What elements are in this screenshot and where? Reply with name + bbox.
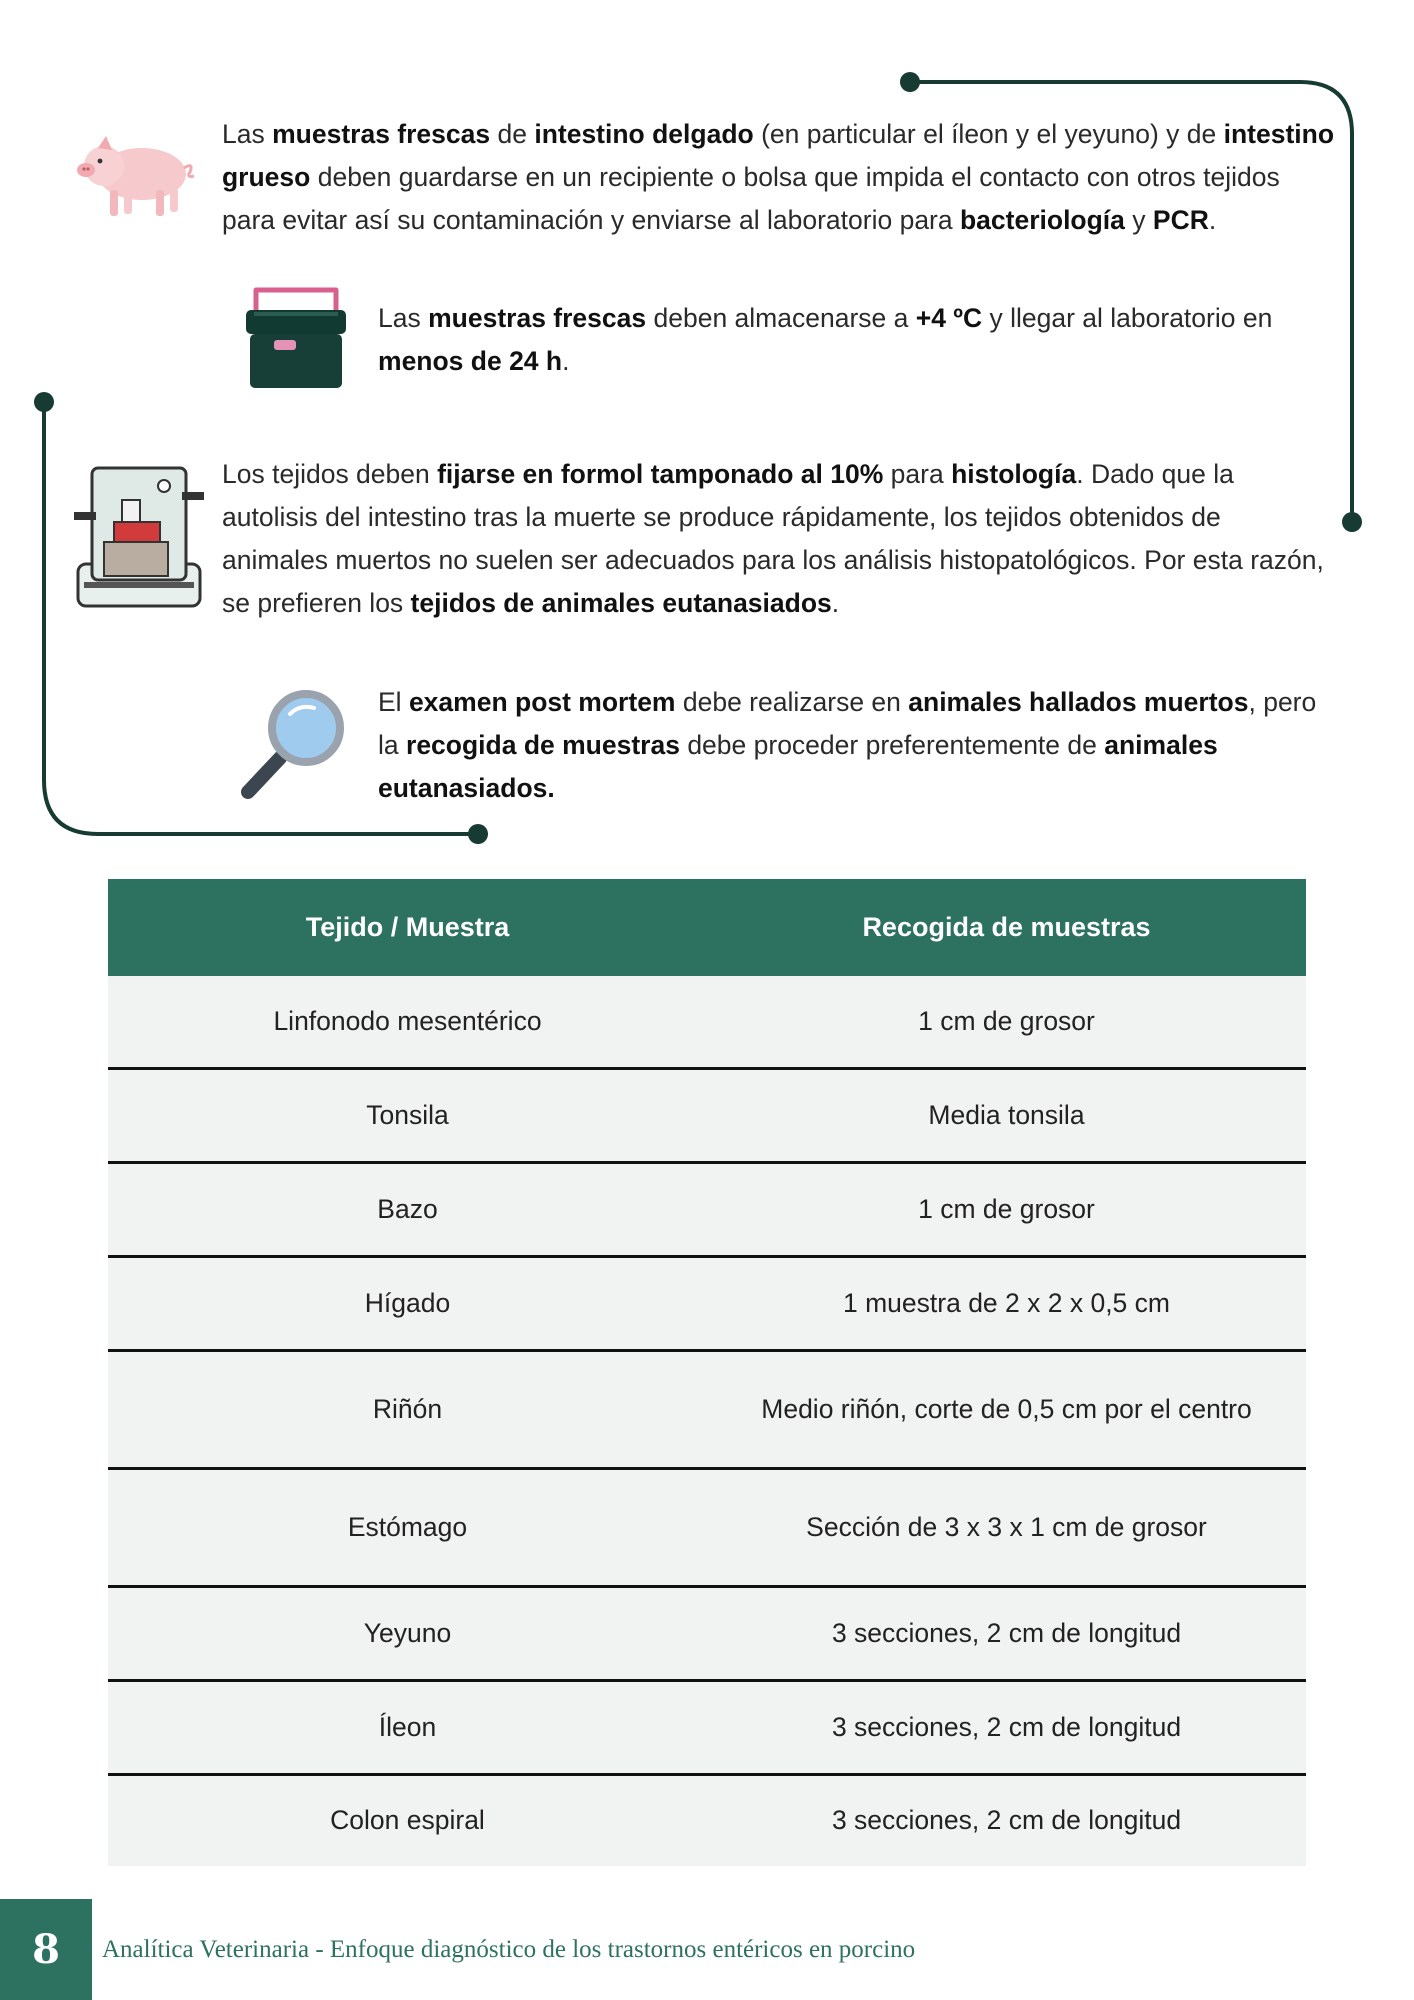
body-text: y llegar al laboratorio en <box>982 303 1273 333</box>
table-row <box>108 1350 1306 1468</box>
table-row <box>108 1680 1306 1774</box>
table-row <box>108 1162 1306 1256</box>
body-text: y <box>1124 205 1153 235</box>
body-text: deben guardarse en un recipiente o bolsa que impida el contacto con otros tejidos para evitar así su contaminación y enviarse al laboratorio para <box>222 162 1280 235</box>
body-text: de <box>490 119 535 149</box>
microtome-icon <box>74 464 204 610</box>
magnifying-glass-icon <box>240 688 352 800</box>
sample-collection-table <box>108 879 1306 1866</box>
body-text: Los tejidos deben <box>222 459 438 489</box>
emphasized-text: tejidos de animales eutanasiados <box>410 588 832 618</box>
table-row <box>108 1774 1306 1866</box>
paragraph-post-mortem-exam <box>378 681 1328 810</box>
table-row <box>108 1068 1306 1162</box>
emphasized-text: recogida de muestras <box>406 730 680 760</box>
column-header-tissue: Tejido / Muestra <box>108 879 707 976</box>
tissue-cell: Riñón <box>108 1350 707 1468</box>
emphasized-text: +4 ºC <box>915 303 983 333</box>
tissue-cell: Yeyuno <box>108 1586 707 1680</box>
footer-title: Analítica Veterinaria - Enfoque diagnóstico de los trastornos entéricos en porcino <box>102 1936 916 1963</box>
body-text: , pero la <box>378 687 1317 760</box>
body-text: debe realizarse en <box>675 687 909 717</box>
emphasized-text: bacteriología <box>959 205 1125 235</box>
emphasized-text: PCR <box>1152 205 1209 235</box>
pig-icon <box>72 128 196 220</box>
body-text: debe proceder preferentemente de <box>679 730 1105 760</box>
emphasized-text: intestino grueso <box>222 119 1335 192</box>
tissue-cell: Colon espiral <box>108 1774 707 1866</box>
collection-cell: 3 secciones, 2 cm de longitud <box>707 1586 1306 1680</box>
paragraph-storage-temperature <box>378 297 1318 383</box>
cooler-box-icon <box>244 284 348 390</box>
body-text: deben almacenarse a <box>646 303 916 333</box>
body-text: . <box>562 346 570 376</box>
emphasized-text: animales hallados muertos <box>908 687 1249 717</box>
emphasized-text: muestras frescas <box>428 303 647 333</box>
emphasized-text: fijarse en formol tamponado al 10% <box>437 459 884 489</box>
body-text: . <box>1208 205 1217 235</box>
emphasized-text: menos de 24 h <box>378 346 563 376</box>
collection-cell: Sección de 3 x 3 x 1 cm de grosor <box>707 1468 1306 1586</box>
paragraph-fresh-samples-intestine <box>222 113 1334 242</box>
table-row <box>108 976 1306 1068</box>
emphasized-text: examen post mortem <box>408 687 676 717</box>
collection-cell: 3 secciones, 2 cm de longitud <box>707 1774 1306 1866</box>
body-text: para <box>883 459 952 489</box>
tissue-cell: Linfonodo mesentérico <box>108 976 707 1068</box>
page-number: 8 <box>0 1899 92 2000</box>
emphasized-text: intestino delgado <box>534 119 754 149</box>
paragraph-formalin-histology <box>222 453 1334 625</box>
body-text: . <box>831 588 840 618</box>
collection-cell: 1 cm de grosor <box>707 976 1306 1068</box>
table-row <box>108 1468 1306 1586</box>
column-header-collection: Recogida de muestras <box>707 879 1306 976</box>
body-text: . Dado que la autolisis del intestino tras la muerte se produce rápidamente, los tejidos obtenidos de animales muertos no suelen ser adecuados para los análisis histopatológicos. Por esta razón, se prefieren los <box>222 459 1324 618</box>
emphasized-text: animales eutanasiados. <box>378 730 1218 803</box>
tissue-cell: Bazo <box>108 1162 707 1256</box>
body-text: Las <box>378 303 429 333</box>
emphasized-text: muestras frescas <box>272 119 491 149</box>
tissue-cell: Íleon <box>108 1680 707 1774</box>
collection-cell: 3 secciones, 2 cm de longitud <box>707 1680 1306 1774</box>
body-text: El <box>378 687 409 717</box>
table-row <box>108 1256 1306 1350</box>
emphasized-text: histología <box>951 459 1077 489</box>
collection-cell: 1 muestra de 2 x 2 x 0,5 cm <box>707 1256 1306 1350</box>
collection-cell: 1 cm de grosor <box>707 1162 1306 1256</box>
table-header-row <box>108 879 1306 976</box>
table-row <box>108 1586 1306 1680</box>
body-text: (en particular el íleon y el yeyuno) y de <box>753 119 1224 149</box>
body-text: Las <box>222 119 273 149</box>
collection-cell: Medio riñón, corte de 0,5 cm por el centro <box>707 1350 1306 1468</box>
tissue-cell: Hígado <box>108 1256 707 1350</box>
tissue-cell: Tonsila <box>108 1068 707 1162</box>
tissue-cell: Estómago <box>108 1468 707 1586</box>
collection-cell: Media tonsila <box>707 1068 1306 1162</box>
